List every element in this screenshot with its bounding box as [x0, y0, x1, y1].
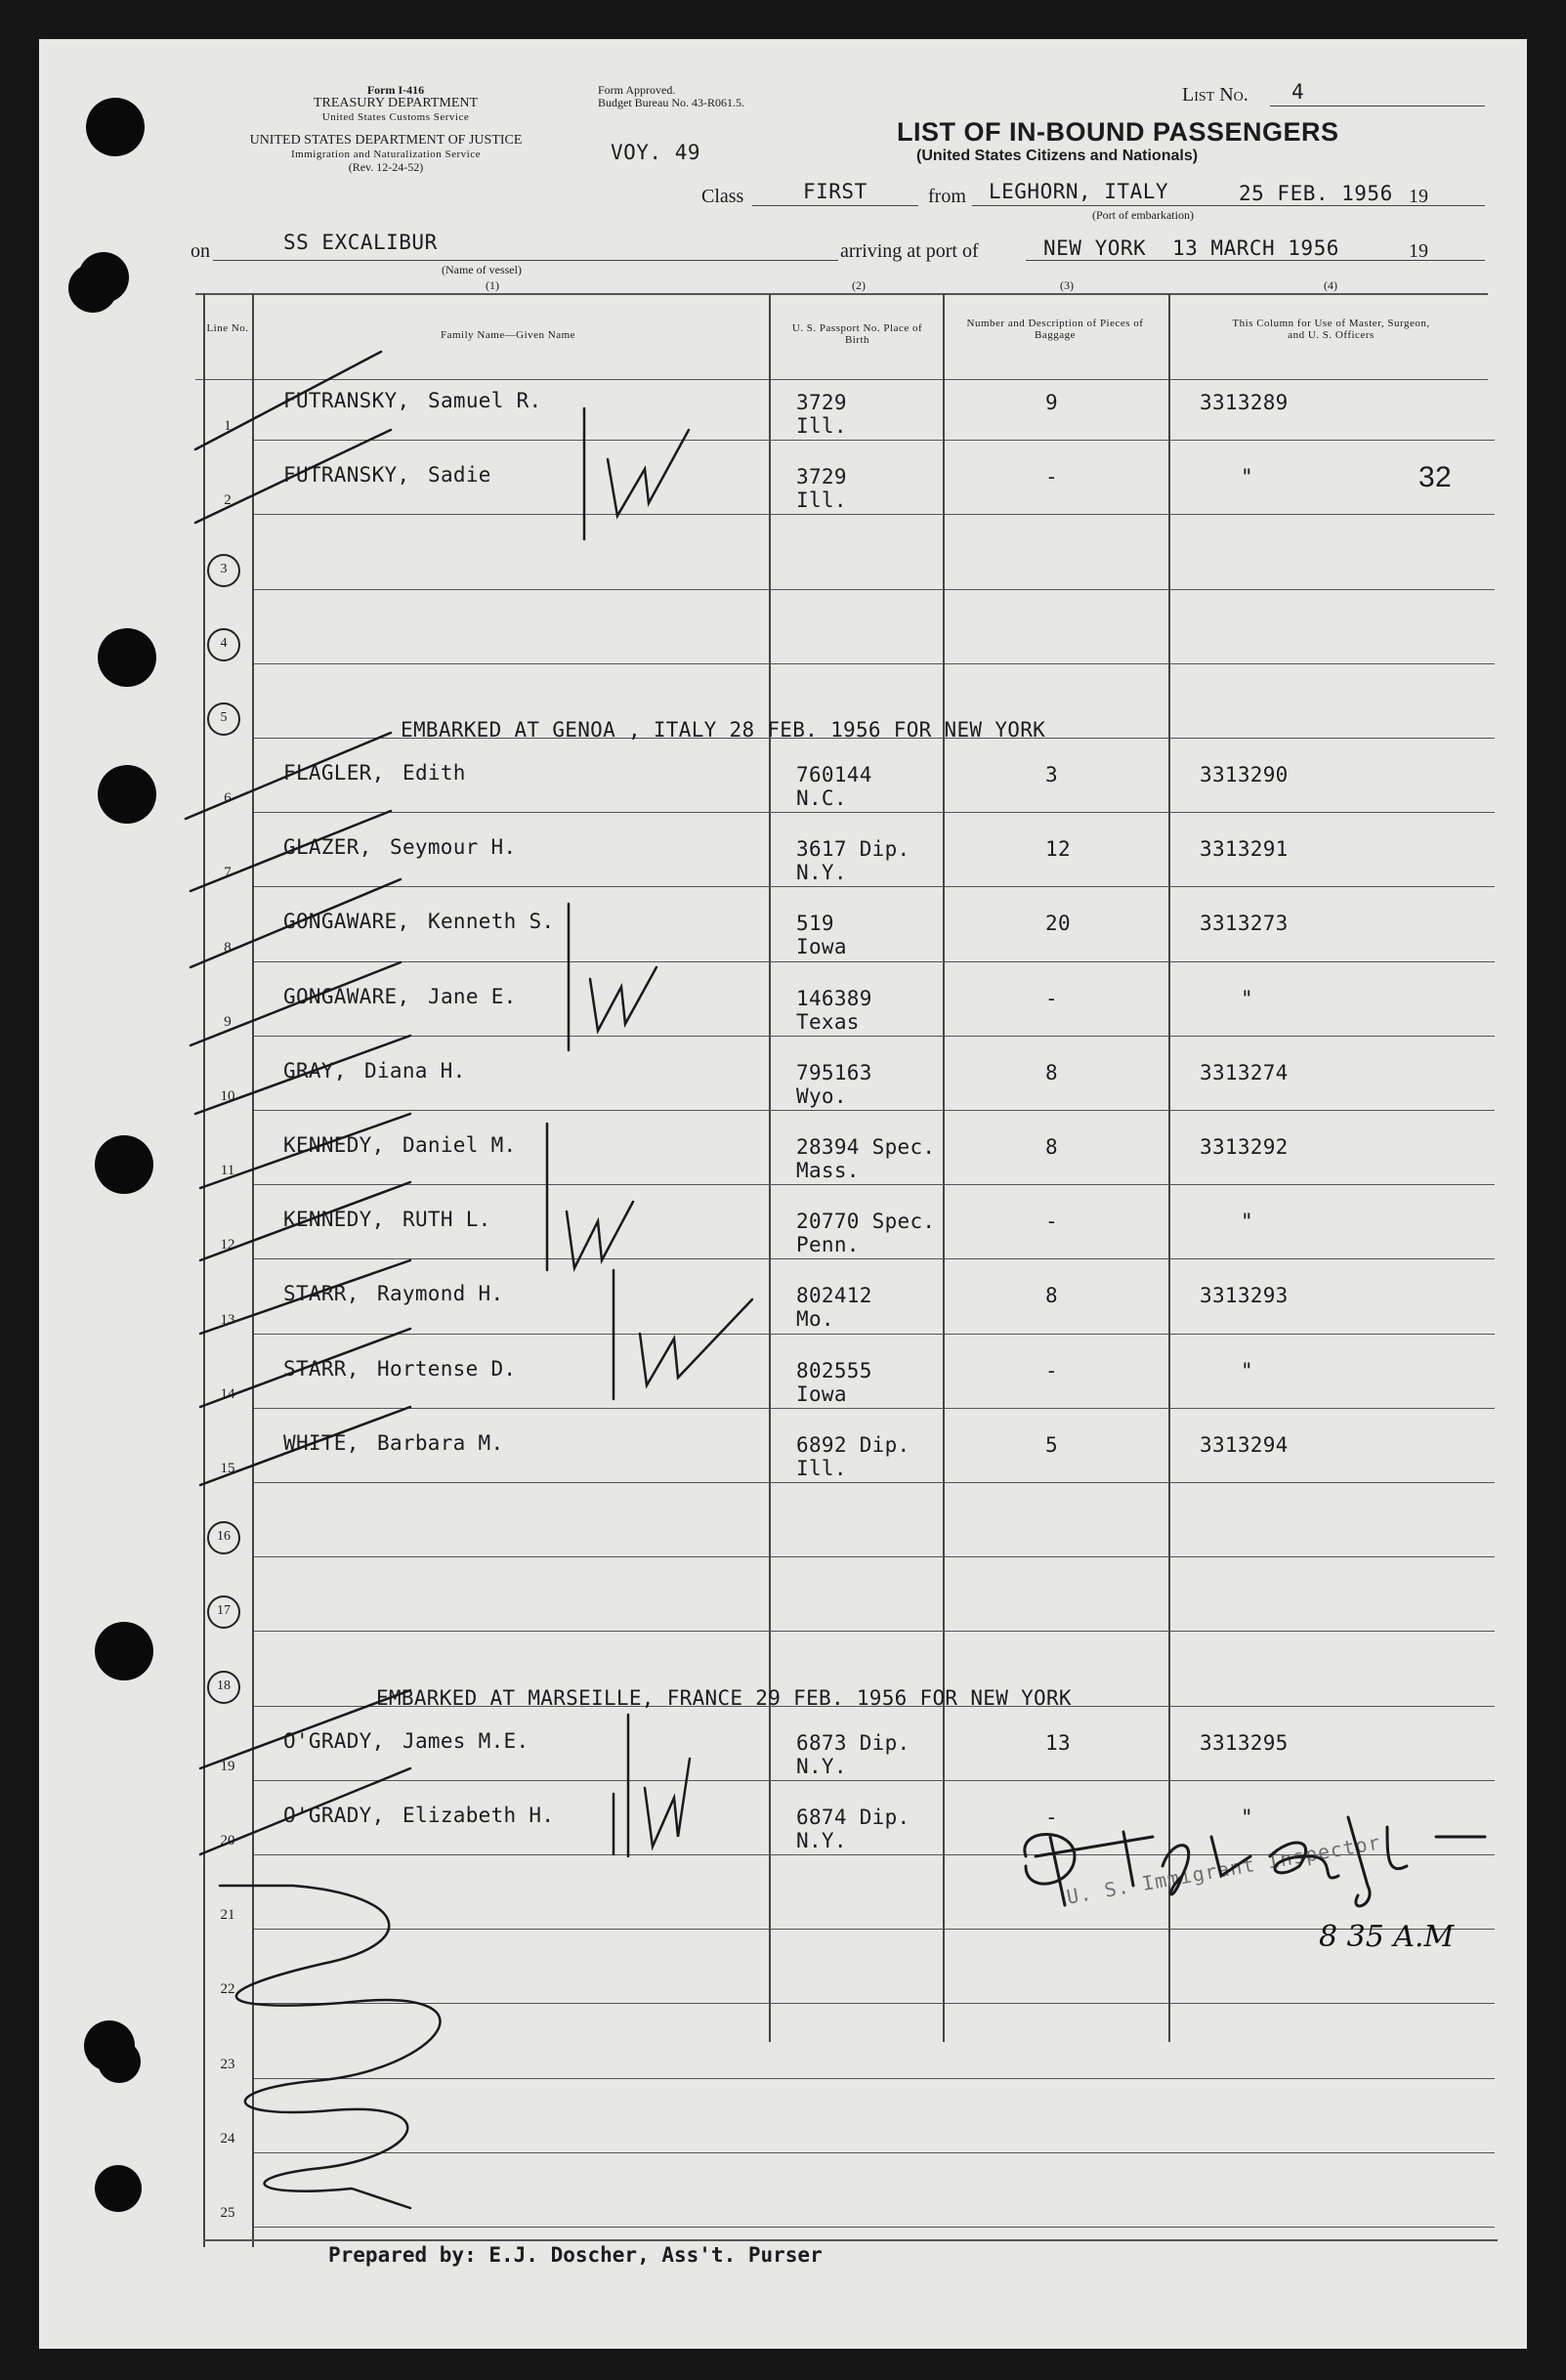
justice-dept: UNITED STATES DEPARTMENT OF JUSTICE [249, 133, 523, 148]
line-number-text: 3 [220, 561, 228, 576]
line-number: 23 [220, 2056, 235, 2072]
officer-signature [1025, 1817, 1485, 1909]
budget-bureau: Budget Bureau No. 43-R061.5. [598, 96, 744, 109]
baggage-count: 20 [1045, 912, 1071, 936]
passport-number: 6892 Dip. [796, 1432, 910, 1457]
passport-number: 802555 [796, 1358, 872, 1382]
baggage-count: 9 [1045, 391, 1058, 414]
tick-mark [195, 1036, 410, 1114]
given-name: Raymond H. [377, 1282, 504, 1306]
place-of-birth: Ill. [796, 414, 847, 438]
family-name: GRAY, [283, 1058, 347, 1083]
family-name: KENNEDY, [283, 1133, 385, 1157]
line-number: 2 [224, 492, 232, 509]
officer-number: " [1241, 1805, 1253, 1829]
place-of-birth: N.Y. [796, 861, 847, 885]
header-name: Family Name—Given Name [440, 329, 576, 341]
line-number-text: 5 [220, 710, 228, 725]
given-name: Seymour H. [390, 835, 517, 860]
baggage-count: 8 [1045, 1284, 1058, 1308]
place-of-birth: Penn. [796, 1233, 860, 1257]
ins-service: Immigration and Naturalization Service [290, 149, 482, 160]
given-name: James M.E. [402, 1728, 529, 1753]
passport-number: 28394 Spec. [796, 1135, 936, 1159]
tick-mark [200, 1690, 410, 1768]
tick-mark [186, 733, 391, 819]
on-label: on [190, 240, 210, 262]
baggage-count: 12 [1045, 837, 1071, 862]
embarkation-note: EMBARKED AT MARSEILLE, FRANCE 29 FEB. 1956 FOR NEW YORK [376, 1685, 1072, 1710]
treasury-dept: TREASURY DEPARTMENT [313, 96, 479, 110]
baggage-count: 8 [1045, 1060, 1058, 1084]
place-of-birth: N.C. [796, 786, 847, 810]
vessel-name: SS EXCALIBUR [283, 231, 438, 254]
officer-number: " [1241, 1358, 1253, 1382]
place-of-birth: Ill. [796, 1456, 847, 1480]
line-number: 11 [220, 1163, 235, 1179]
given-name: Elizabeth H. [402, 1803, 555, 1827]
officer-number: " [1241, 1210, 1253, 1234]
col-1-caption: (1) [486, 278, 499, 292]
line-number: 25 [220, 2205, 235, 2221]
officer-number: 3313274 [1200, 1060, 1289, 1084]
officer-number: 3313291 [1200, 837, 1289, 862]
baggage-count: - [1045, 465, 1058, 489]
year-suffix-2: 19 [1409, 240, 1428, 262]
baggage-count: - [1045, 986, 1058, 1010]
passport-number: 802412 [796, 1284, 872, 1308]
line-number: 20 [220, 1833, 235, 1849]
form-approved: Form Approved. [598, 83, 676, 97]
header-baggage: Number and Description of Pieces of Baggage [966, 318, 1144, 341]
from-value: LEGHORN, ITALY [989, 180, 1169, 203]
place-of-birth: Ill. [796, 489, 847, 513]
place-of-birth: Mo. [796, 1307, 834, 1332]
w-mark [640, 1299, 752, 1385]
place-of-birth: Mass. [796, 1159, 860, 1182]
place-of-birth: Iowa [796, 1381, 847, 1406]
tick-mark [200, 1260, 410, 1334]
header-line-no: Line No. [206, 322, 249, 334]
w-mark [590, 967, 656, 1031]
passport-number: 3729 [796, 465, 847, 489]
tick-mark [200, 1329, 410, 1407]
passport-number: 3729 [796, 391, 847, 414]
family-name: FUTRANSKY, [283, 389, 410, 412]
line-number-text: 4 [220, 635, 228, 651]
embark-date: 25 FEB. 1956 [1239, 182, 1393, 205]
line-number: 24 [220, 2130, 235, 2146]
vessel-caption: (Name of vessel) [442, 263, 522, 276]
line-number: 21 [220, 1907, 235, 1924]
year-suffix-1: 19 [1409, 186, 1428, 207]
line-number: 7 [224, 865, 232, 881]
baggage-count: - [1045, 1805, 1058, 1829]
tick-mark [200, 1182, 410, 1260]
from-label: from [928, 186, 966, 207]
arrival-port: NEW YORK [1043, 236, 1147, 260]
given-name: Sadie [428, 463, 491, 488]
tick-mark [190, 879, 401, 967]
officer-number: 3313289 [1200, 391, 1289, 414]
place-of-birth: N.Y. [796, 1754, 847, 1778]
place-of-birth: Wyo. [796, 1084, 847, 1108]
voyage-number: VOY. 49 [611, 141, 701, 164]
given-name: Edith [402, 761, 466, 785]
tick-mark [190, 962, 401, 1045]
embarkation-note: EMBARKED AT GENOA , ITALY 28 FEB. 1956 FOR NEW YORK [401, 718, 1046, 742]
family-name: O'GRADY, [283, 1728, 385, 1753]
family-name: WHITE, [283, 1430, 360, 1455]
prepared-by: Prepared by: E.J. Doscher, Ass't. Purser [328, 2243, 823, 2267]
line-number: 19 [220, 1758, 235, 1774]
header-passport: U. S. Passport No. Place of Birth [791, 322, 923, 346]
passport-number: 760144 [796, 763, 872, 786]
baggage-count: 3 [1045, 763, 1058, 786]
form-revision: (Rev. 12-24-52) [348, 160, 424, 174]
given-name: Jane E. [428, 984, 517, 1008]
passport-number: 20770 Spec. [796, 1210, 936, 1234]
arrival-time: 8 35 A.M [1319, 1920, 1455, 1954]
officer-number: 3313294 [1200, 1432, 1289, 1457]
place-of-birth: N.Y. [796, 1828, 847, 1852]
family-name: FLAGLER, [283, 761, 385, 785]
line-number: 13 [220, 1311, 235, 1328]
passport-number: 6874 Dip. [796, 1805, 910, 1829]
officer-number: " [1241, 986, 1253, 1010]
form-title: LIST OF IN-BOUND PASSENGERS [897, 117, 1339, 147]
officer-number: " [1241, 465, 1253, 489]
line-number: 6 [224, 790, 232, 807]
tick-mark [195, 430, 391, 523]
family-name: FUTRANSKY, [283, 463, 410, 488]
arrival-date: 13 MARCH 1956 [1172, 236, 1339, 260]
line-number: 15 [220, 1461, 235, 1476]
tick-mark [200, 1768, 410, 1854]
given-name: Diana H. [364, 1058, 466, 1083]
baggage-count: 5 [1045, 1432, 1058, 1457]
family-name: GLAZER, [283, 835, 372, 860]
tick-mark [200, 1114, 410, 1188]
inspector-stamp: U. S. Immigrant Inspector [1065, 1830, 1383, 1909]
passport-number: 6873 Dip. [796, 1730, 910, 1755]
line-number-text: 16 [217, 1529, 231, 1545]
family-name: O'GRADY, [283, 1803, 385, 1827]
passport-number: 146389 [796, 986, 872, 1010]
cancel-scribble [220, 1886, 441, 2208]
margin-number: 32 [1418, 461, 1452, 494]
given-name: RUTH L. [402, 1208, 491, 1232]
tick-mark [195, 352, 381, 449]
family-name: KENNEDY, [283, 1208, 385, 1232]
officer-number: 3313293 [1200, 1284, 1289, 1308]
w-mark [645, 1759, 690, 1847]
place-of-birth: Texas [796, 1009, 860, 1034]
officer-number: 3313295 [1200, 1730, 1289, 1755]
form-number: Form I-416 [366, 83, 425, 97]
family-name: STARR, [283, 1356, 360, 1381]
w-mark [567, 1202, 633, 1268]
class-value: FIRST [803, 180, 868, 203]
tick-mark [200, 1407, 410, 1485]
passport-number: 3617 Dip. [796, 837, 910, 862]
baggage-count: 8 [1045, 1135, 1058, 1159]
list-no-label: List No. [1182, 84, 1249, 106]
col-3-caption: (3) [1060, 278, 1074, 292]
officer-number: 3313273 [1200, 912, 1289, 936]
given-name: Daniel M. [402, 1133, 517, 1157]
line-number: 10 [220, 1088, 235, 1104]
line-number: 8 [224, 939, 232, 956]
col-2-caption: (2) [852, 278, 866, 292]
arriving-label: arriving at port of [840, 240, 979, 262]
baggage-count: - [1045, 1358, 1058, 1382]
family-name: STARR, [283, 1282, 360, 1306]
line-number: 14 [220, 1385, 235, 1402]
port-embark-caption: (Port of embarkation) [1092, 208, 1194, 222]
line-number-text: 17 [217, 1603, 231, 1619]
class-label: Class [701, 186, 744, 207]
line-number: 9 [224, 1013, 232, 1030]
baggage-count: - [1045, 1210, 1058, 1234]
given-name: Samuel R. [428, 389, 542, 412]
baggage-count: 13 [1045, 1730, 1071, 1755]
line-number-text: 18 [217, 1678, 231, 1693]
family-name: GONGAWARE, [283, 984, 410, 1008]
w-mark [608, 430, 689, 516]
given-name: Kenneth S. [428, 910, 555, 934]
officer-number: 3313292 [1200, 1135, 1289, 1159]
place-of-birth: Iowa [796, 935, 847, 959]
given-name: Hortense D. [377, 1356, 517, 1381]
line-number: 1 [224, 418, 232, 435]
tick-mark [190, 811, 391, 891]
col-4-caption: (4) [1324, 278, 1337, 292]
customs-service: United States Customs Service [321, 111, 470, 123]
list-no-value: 4 [1291, 80, 1305, 104]
form-subtitle: (United States Citizens and Nationals) [916, 148, 1199, 164]
line-number: 22 [220, 1981, 235, 1998]
officer-number: 3313290 [1200, 763, 1289, 786]
line-number: 12 [220, 1237, 235, 1254]
passport-number: 519 [796, 912, 834, 936]
header-officers: This Column for Use of Master, Surgeon, and U. S. Officers [1232, 318, 1430, 341]
passport-number: 795163 [796, 1060, 872, 1084]
family-name: GONGAWARE, [283, 910, 410, 934]
given-name: Barbara M. [377, 1430, 504, 1455]
